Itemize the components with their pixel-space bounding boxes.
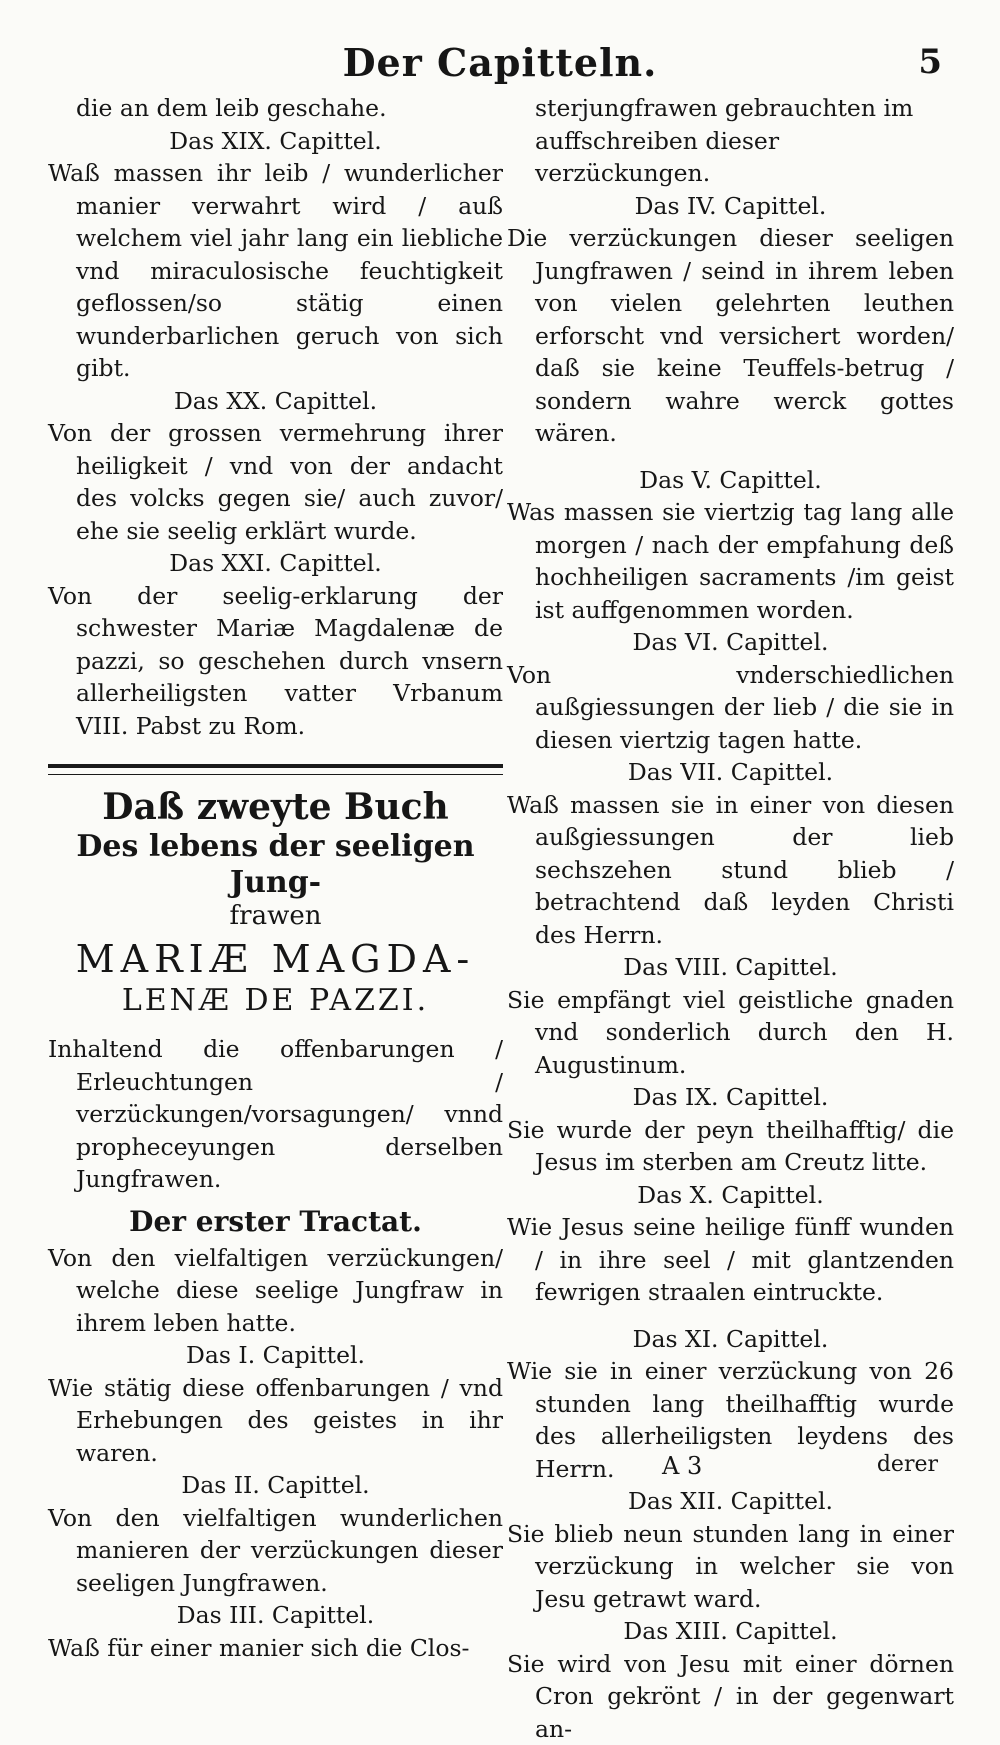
chapter-summary: Wie sie in einer verzückung von 26 stunden lang theilhafftig wurde des allerheiligsten leydens des Herrn. bbox=[507, 1355, 954, 1485]
chapter-summary: Wie stätig diese offenbarungen / vnd Erhebungen des geistes in ihr waren. bbox=[48, 1372, 503, 1470]
running-title: Der Capitteln. bbox=[0, 40, 1000, 85]
book-subtitle: Des lebens der seeligen Jung- bbox=[48, 829, 503, 901]
signature-mark: A 3 bbox=[662, 1452, 702, 1480]
chapter-summary: Sie wird von Jesu mit einer dörnen Cron gekrönt / in der gegenwart an- bbox=[507, 1648, 954, 1745]
book-saint-name-line2: LENÆ DE PAZZI. bbox=[48, 981, 503, 1021]
chapter-summary: Von vnderschiedlichen außgiessungen der lieb / die sie in diesen viertzig tagen hatte. bbox=[507, 659, 954, 757]
chapter-heading: Das I. Capittel. bbox=[48, 1339, 503, 1372]
right-column bbox=[507, 92, 954, 1745]
chapter-summary: Die verzückungen dieser seeligen Jungfrawen / seind in ihrem leben von vielen gelehrten leuthen erforscht vnd versichert worden/ daß sie keine Teuffels-betrug / sondern wahre werck gottes wären. bbox=[507, 222, 954, 450]
page-number: 5 bbox=[918, 42, 942, 82]
chapter-summary: Von den vielfaltigen wunderlichen manieren der verzückungen dieser seeligen Jungfrawen. bbox=[48, 1502, 503, 1600]
chapter-heading: Das VI. Capittel. bbox=[507, 626, 954, 659]
chapter-summary: Was massen sie viertzig tag lang alle morgen / nach der empfahung deß hochheiligen sacraments /im geist ist auffgenommen worden. bbox=[507, 496, 954, 626]
chapter-summary: Sie wurde der peyn theilhafftig/ die Jesus im sterben am Creutz litte. bbox=[507, 1114, 954, 1179]
chapter-summary: Sie blieb neun stunden lang in einer verzückung in welcher sie von Jesu getrawt ward. bbox=[507, 1518, 954, 1616]
continued-text: sterjungfrawen gebrauchten im auffschreiben dieser verzückungen. bbox=[507, 92, 954, 190]
chapter-summary: Von der grossen vermehrung ihrer heiligkeit / vnd von der andacht des volcks gegen sie/ auch zuvor/ ehe sie seelig erklärt wurde. bbox=[48, 417, 503, 547]
chapter-heading: Das V. Capittel. bbox=[507, 464, 954, 497]
chapter-summary: Von der seelig-erklarung der schwester Mariæ Magdalenæ de pazzi, so geschehen durch vnsern allerheiligsten vatter Vrbanum VIII. Pabst zu Rom. bbox=[48, 580, 503, 743]
spacer bbox=[507, 450, 954, 464]
chapter-heading: Das XXI. Capittel. bbox=[48, 547, 503, 580]
right-column-entries bbox=[507, 92, 954, 1745]
chapter-heading: Das IX. Capittel. bbox=[507, 1081, 954, 1114]
chapter-heading: Das XI. Capittel. bbox=[507, 1323, 954, 1356]
chapter-summary: Von den vielfaltigen verzückungen/ welche diese seelige Jungfraw in ihrem leben hatte. bbox=[48, 1242, 503, 1340]
chapter-summary: Waß massen sie in einer von diesen außgiessungen der lieb sechszehen stund blieb / betrachtend daß leyden Christi des Herrn. bbox=[507, 789, 954, 952]
chapter-heading: Das XX. Capittel. bbox=[48, 385, 503, 418]
chapter-heading: Das XIX. Capittel. bbox=[48, 125, 503, 158]
continued-text: die an dem leib geschahe. bbox=[48, 92, 503, 125]
left-column-entries-continued bbox=[48, 1242, 503, 1665]
chapter-heading: Das IV. Capittel. bbox=[507, 190, 954, 223]
book-subtitle-continued: frawen bbox=[48, 901, 503, 931]
chapter-summary: Wie Jesus seine heilige fünff wunden / in ihre seel / mit glantzenden fewrigen straalen eintruckte. bbox=[507, 1211, 954, 1309]
tractat-heading: Der erster Tractat. bbox=[48, 1202, 503, 1242]
chapter-summary: Waß für einer manier sich die Clos- bbox=[48, 1632, 503, 1665]
book-saint-name-line1: MARIÆ MAGDA- bbox=[48, 937, 503, 981]
chapter-heading: Das III. Capittel. bbox=[48, 1599, 503, 1632]
left-column-entries bbox=[48, 92, 503, 742]
chapter-heading: Das VIII. Capittel. bbox=[507, 951, 954, 984]
chapter-heading: Das VII. Capittel. bbox=[507, 756, 954, 789]
chapter-heading: Das XII. Capittel. bbox=[507, 1485, 954, 1518]
chapter-summary: Sie empfängt viel geistliche gnaden vnd sonderlich durch den H. Augustinum. bbox=[507, 984, 954, 1082]
spacer bbox=[507, 1309, 954, 1323]
chapter-heading: Das XIII. Capittel. bbox=[507, 1615, 954, 1648]
book-summary: Inhaltend die offenbarungen / Erleuchtungen / verzückungen/vorsagungen/ vnnd propheceyungen derselben Jungfrawen. bbox=[48, 1033, 503, 1196]
section-divider bbox=[48, 764, 503, 775]
book-title: Daß zweyte Buch bbox=[48, 785, 503, 829]
chapter-summary: Waß massen ihr leib / wunderlicher manier verwahrt wird / auß welchem viel jahr lang ein liebliche vnd miraculosische feuchtigkeit geflossen/so stätig einen wunderbarlichen geruch von sich gibt. bbox=[48, 157, 503, 385]
left-column bbox=[48, 92, 503, 1664]
chapter-heading: Das X. Capittel. bbox=[507, 1179, 954, 1212]
chapter-heading: Das II. Capittel. bbox=[48, 1469, 503, 1502]
catchword: derer bbox=[877, 1452, 938, 1477]
